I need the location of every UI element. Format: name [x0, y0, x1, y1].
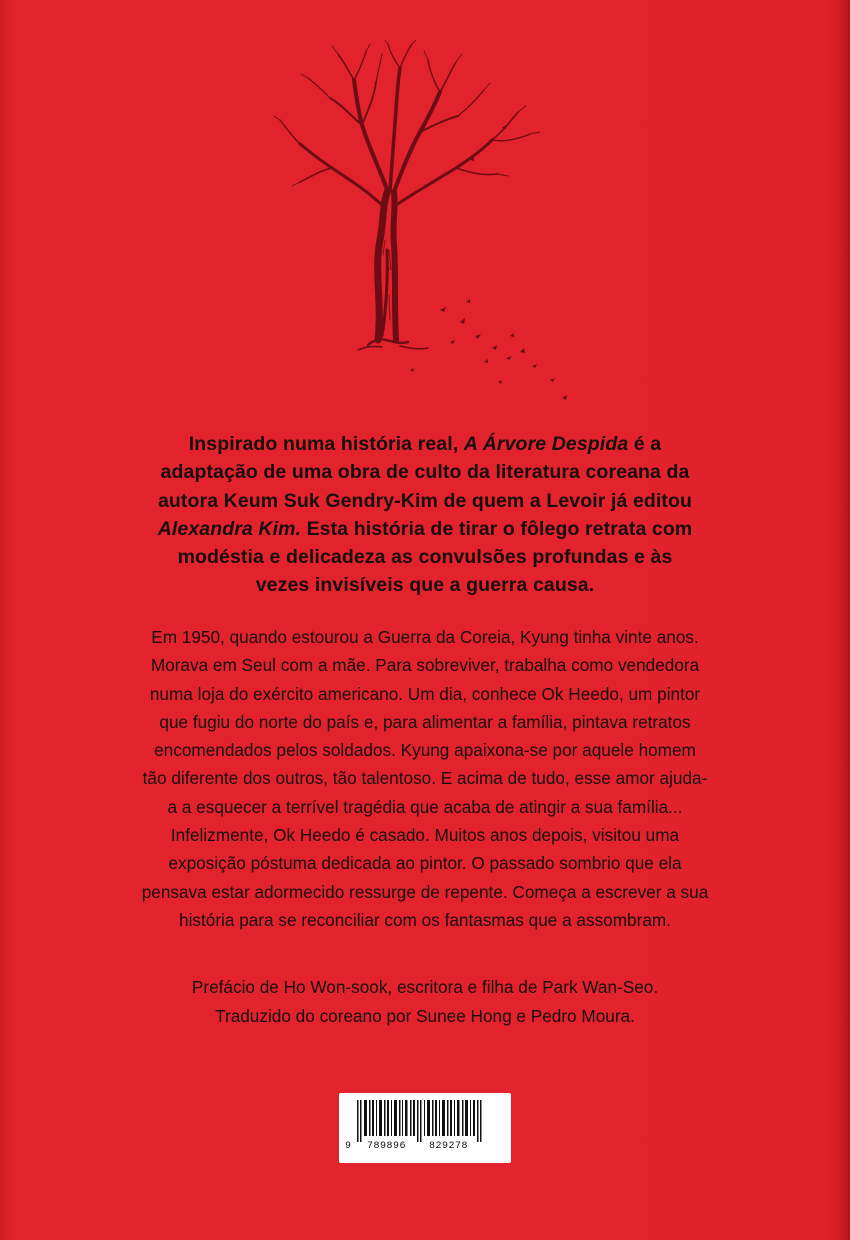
story-synopsis: Em 1950, quando estourou a Guerra da Coreia, Kyung tinha vinte anos. Morava em Seul com a mãe. Para sobreviver, trabalha como vendedora numa loja do exército americano. Um dia, conhece Ok Heedo, um pintor que fugiu do norte do país e, para alimentar a família, pintava retratos encomendados pelos soldados. Kyung apaixona-se por aquele homem tão diferente dos outros, tão talentoso. E acima de tudo, esse amor ajuda-a a esquecer a terrível tragédia que acaba de atingir a sua família... Infelizmente, Ok Heedo é casado. Muitos anos depois, visitou uma exposição póstuma dedicada ao pintor. O passado sombrio que ela pensava estar adormecido ressurge de repente. Começa a escrever a sua história para se reconciliar com os fantasmas que a assombram.: [141, 627, 709, 930]
barcode-group-2: 829278: [429, 1141, 469, 1152]
barcode: [339, 1093, 511, 1163]
barcode-icon: [347, 1100, 503, 1142]
preface-credit: Prefácio de Ho Won-sook, escritora e filha de Park Wan-Seo.: [191, 977, 659, 997]
cover-edge-shadow: [838, 0, 850, 1240]
book-title: A Árvore Despida: [463, 433, 629, 455]
other-book-title: Alexandra Kim.: [157, 517, 302, 540]
credits: [160, 973, 690, 1030]
barcode-prefix: 9: [345, 1141, 352, 1152]
blurb-intro: Inspirado numa história real,: [188, 433, 464, 455]
summary-blurb: [150, 430, 700, 600]
bare-tree-icon: [270, 40, 590, 420]
translation-credit: Traduzido do coreano por Sunee Hong e Pedro Moura.: [215, 1005, 635, 1026]
barcode-group-1: 789896: [367, 1141, 407, 1152]
blurb-part3: Esta história de tirar o fôlego retrata com modéstia e delicadeza as convulsões profundas e às vezes invisíveis que a guerra causa.: [177, 517, 693, 597]
blurb-part2: é a adaptação de uma obra de culto da literatura coreana da autora Keum Suk Gendry-Kim de quem a Levoir já editou: [157, 433, 693, 512]
